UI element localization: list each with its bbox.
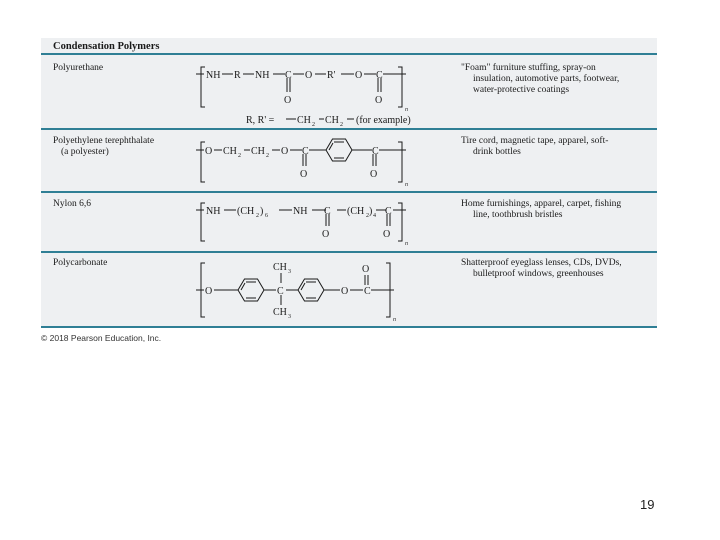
svg-text:O: O	[383, 229, 391, 240]
svg-text:NH: NH	[255, 70, 270, 81]
svg-text:n: n	[405, 182, 408, 188]
substituent-note: R, R' =	[246, 115, 275, 126]
table-row-polycarbonate	[41, 253, 657, 326]
svg-text:C: C	[285, 70, 292, 81]
svg-text:C: C	[277, 286, 284, 297]
polymer-name: Polyurethane	[53, 63, 104, 73]
polymer-uses: Tire cord, magnetic tape, apparel, soft- drink bottles	[461, 136, 609, 157]
svg-text:2: 2	[340, 122, 343, 128]
table-bottom-rule	[41, 326, 657, 328]
svg-text:NH: NH	[293, 206, 308, 217]
svg-text:2: 2	[366, 213, 369, 219]
svg-text:O: O	[375, 95, 383, 106]
nh-label: NH	[206, 70, 221, 81]
svg-text:C: C	[324, 206, 331, 217]
svg-text:R: R	[234, 70, 241, 81]
svg-text:2: 2	[266, 153, 269, 159]
svg-text:4: 4	[373, 213, 376, 219]
svg-text:C: C	[385, 206, 392, 217]
svg-text:n: n	[405, 107, 408, 113]
svg-text:2: 2	[238, 153, 241, 159]
svg-text:CH: CH	[251, 146, 265, 157]
svg-text:O: O	[205, 286, 213, 297]
polymer-name: Nylon 6,6	[53, 199, 91, 209]
copyright-notice: © 2018 Pearson Education, Inc.	[41, 333, 162, 343]
svg-text:(for example): (for example)	[356, 115, 411, 126]
svg-text:CH: CH	[273, 262, 287, 273]
polymer-uses: "Foam" furniture stuffing, spray-on insulation, automotive parts, footwear, water-protective coatings	[461, 63, 620, 95]
polymer-name: Polyethylene terephthalate (a polyester)	[53, 136, 155, 157]
svg-text:3: 3	[288, 314, 291, 320]
table-title: Condensation Polymers	[53, 41, 160, 52]
svg-text:NH: NH	[206, 206, 221, 217]
nylon-structure	[196, 195, 456, 253]
svg-text:2: 2	[312, 122, 315, 128]
svg-text:CH: CH	[223, 146, 237, 157]
svg-text:O: O	[205, 146, 213, 157]
condensation-polymers-table	[41, 38, 657, 326]
svg-text:): )	[260, 206, 264, 217]
svg-text:(CH: (CH	[237, 206, 255, 217]
svg-text:(CH: (CH	[347, 206, 365, 217]
svg-text:n: n	[393, 317, 396, 323]
svg-text:O: O	[284, 95, 292, 106]
svg-text:n: n	[405, 241, 408, 247]
svg-text:O: O	[281, 146, 289, 157]
svg-text:C: C	[372, 146, 379, 157]
polyurethane-structure	[196, 59, 456, 129]
svg-text:O: O	[370, 169, 378, 180]
svg-text:O: O	[305, 70, 313, 81]
table-row-pet	[41, 130, 657, 192]
svg-text:CH: CH	[273, 307, 287, 318]
polymer-uses: Home furnishings, apparel, carpet, fishing line, toothbrush bristles	[461, 199, 622, 220]
polymer-name: Polycarbonate	[53, 258, 108, 268]
svg-text:3: 3	[288, 269, 291, 275]
pet-structure	[196, 132, 456, 192]
svg-text:R': R'	[327, 70, 336, 81]
svg-text:O: O	[362, 264, 370, 275]
svg-text:C: C	[302, 146, 309, 157]
polymer-uses: Shatterproof eyeglass lenses, CDs, DVDs, bulletproof windows, greenhouses	[461, 258, 622, 279]
svg-text:O: O	[300, 169, 308, 180]
svg-text:2: 2	[256, 213, 259, 219]
svg-text:CH: CH	[297, 115, 311, 126]
svg-text:C: C	[364, 286, 371, 297]
svg-text:C: C	[376, 70, 383, 81]
svg-text:O: O	[322, 229, 330, 240]
svg-text:6: 6	[265, 213, 268, 219]
svg-text:): )	[369, 206, 373, 217]
page-number: 19	[640, 497, 655, 512]
polycarbonate-structure	[196, 253, 456, 325]
svg-text:O: O	[355, 70, 363, 81]
svg-text:O: O	[341, 286, 349, 297]
table-row-nylon	[41, 193, 657, 253]
svg-text:CH: CH	[325, 115, 339, 126]
